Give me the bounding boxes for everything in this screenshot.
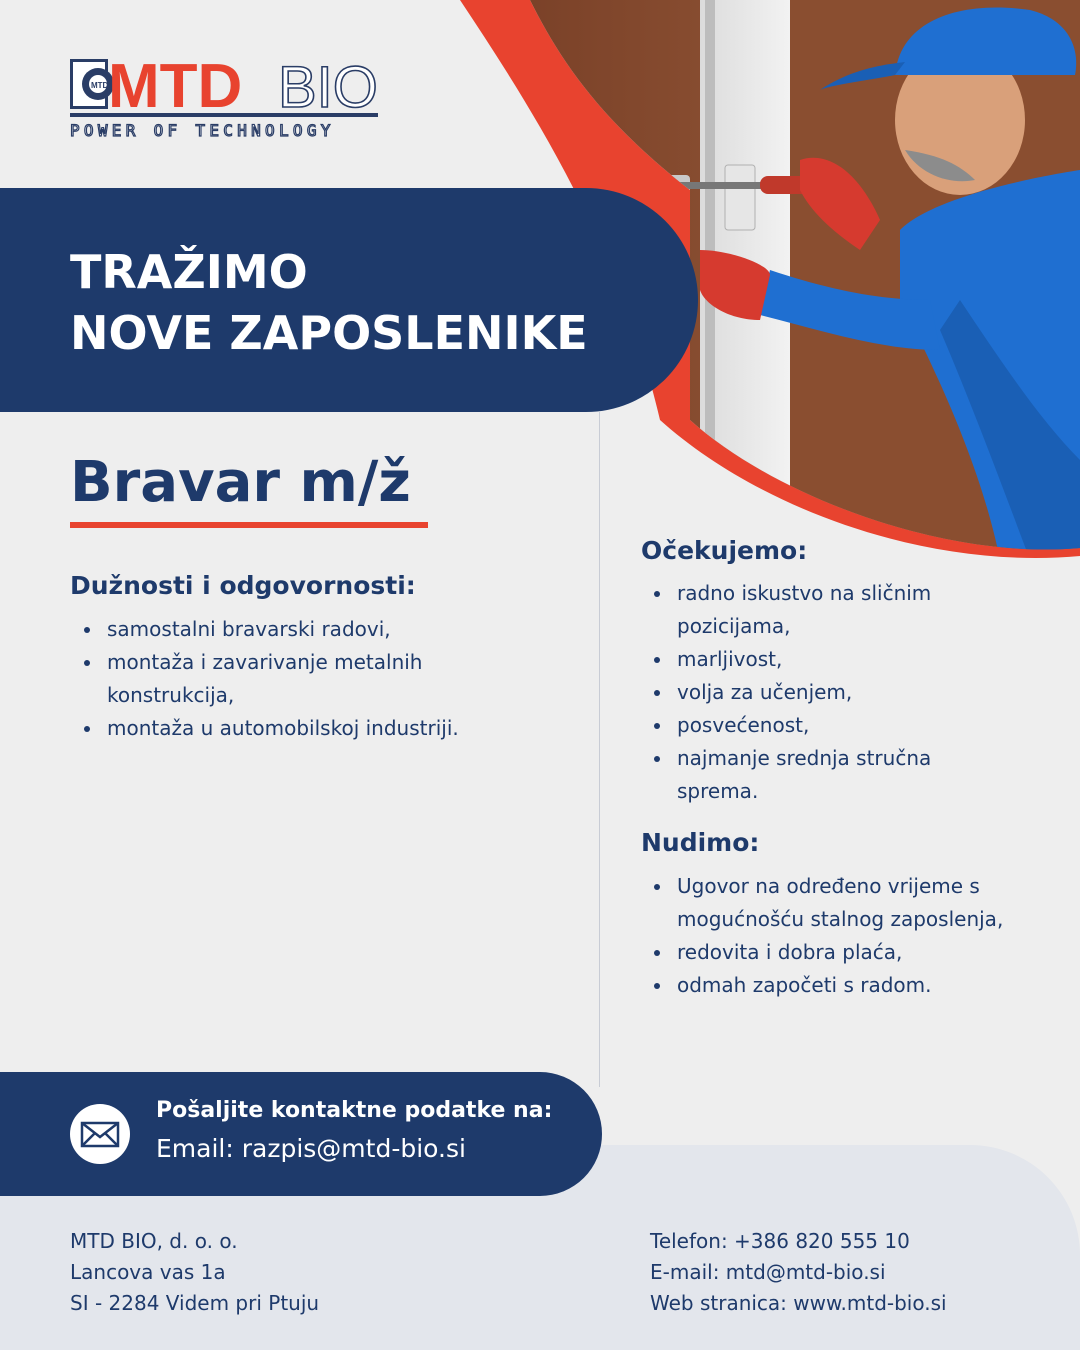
logo-tagline: POWER OF TECHNOLOGY: [70, 121, 335, 140]
list-item: marljivost,: [641, 643, 931, 676]
list-item: pozicijama,: [677, 614, 791, 638]
contact-email-link[interactable]: Email: razpis@mtd-bio.si: [156, 1134, 466, 1163]
logo-bio-text: BIO: [278, 55, 378, 120]
offer-list: [641, 870, 1003, 1002]
duties-heading: Dužnosti i odgovornosti:: [70, 571, 416, 600]
list-item: Ugovor na određeno vrijeme s: [641, 870, 1003, 903]
list-item: samostalni bravarski radovi,: [71, 613, 459, 646]
footer-address: [70, 1226, 319, 1319]
list-item: konstrukcija,: [107, 683, 235, 707]
footer-website[interactable]: Web stranica: www.mtd-bio.si: [650, 1291, 947, 1315]
header-title: [70, 242, 588, 364]
list-item: redovita i dobra plaća,: [641, 936, 1003, 969]
header-line-1: TRAŽIMO: [70, 245, 308, 299]
contact-heading: Pošaljite kontaktne podatke na:: [156, 1098, 553, 1123]
expect-heading: Očekujemo:: [641, 536, 808, 565]
header-line-2: NOVE ZAPOSLENIKE: [70, 306, 588, 360]
list-item: posvećenost,: [641, 709, 931, 742]
offer-heading: Nudimo:: [641, 828, 760, 857]
list-item: montaža i zavarivanje metalnih: [71, 646, 459, 679]
job-title: Bravar m/ž: [70, 450, 411, 515]
footer-contacts: [650, 1226, 947, 1319]
job-title-underline: [70, 522, 428, 528]
footer-phone[interactable]: Telefon: +386 820 555 10: [650, 1229, 910, 1253]
footer-city: SI - 2284 Videm pri Ptuju: [70, 1291, 320, 1315]
column-divider: [599, 412, 600, 1087]
list-item: montaža u automobilskoj industriji.: [71, 712, 459, 745]
duties-list: [71, 613, 459, 745]
list-item: mogućnošću stalnog zaposlenja,: [677, 907, 1004, 931]
list-item: sprema.: [677, 779, 759, 803]
footer-street: Lancova vas 1a: [70, 1260, 226, 1284]
logo-mtd-text: MTD: [108, 55, 243, 121]
list-item: odmah započeti s radom.: [641, 969, 1003, 1002]
footer-email[interactable]: E-mail: mtd@mtd-bio.si: [650, 1260, 886, 1284]
mail-icon-circle: [70, 1104, 130, 1164]
envelope-icon: [70, 1104, 130, 1164]
logo-badge-text: MTD: [91, 81, 109, 90]
expect-list: [641, 577, 931, 808]
list-item: volja za učenjem,: [641, 676, 931, 709]
footer-company: MTD BIO, d. o. o.: [70, 1229, 238, 1253]
list-item: radno iskustvo na sličnim: [641, 577, 931, 610]
list-item: najmanje srednja stručna: [641, 742, 931, 775]
